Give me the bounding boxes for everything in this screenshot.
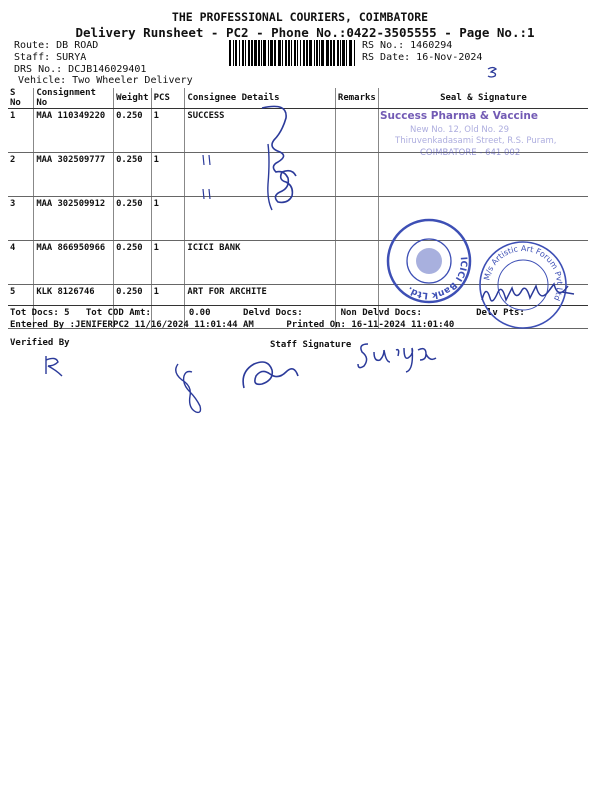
art-forum-signature-scrawl	[478, 280, 578, 310]
cell-consignee: ICICI BANK	[185, 241, 336, 285]
cell-remarks	[335, 109, 378, 153]
company-title: THE PROFESSIONAL COURIERS, COIMBATORE	[171, 10, 429, 24]
tot-cod-amount: 0.00	[188, 308, 211, 318]
handwritten-ditto-row3	[200, 187, 214, 201]
cell-sno: 1	[8, 109, 34, 153]
cell-pcs: 1	[151, 197, 185, 241]
col-header-weight: Weight	[114, 88, 152, 109]
cell-sno: 5	[8, 285, 34, 329]
staff-signature-label: Staff Signature	[270, 340, 352, 350]
col-header-remarks: Remarks	[335, 88, 378, 109]
consignee-signature-scrawl	[248, 100, 308, 215]
cell-seal	[378, 153, 588, 197]
cell-weight: 0.250	[114, 241, 152, 285]
drs-number: DRS No.: DCJB146029401	[14, 64, 147, 75]
icici-bank-seal-icon	[386, 218, 472, 304]
cell-pcs: 1	[151, 241, 185, 285]
vehicle-label: Vehicle: Two Wheeler Delivery	[18, 75, 193, 86]
col-header-pcs: PCS	[151, 88, 185, 109]
cell-pcs: 1	[151, 285, 185, 329]
delv-pts: Delv Pts:	[476, 308, 525, 318]
cell-sno: 4	[8, 241, 34, 285]
cell-consignment: MAA 866950966	[34, 241, 114, 285]
cell-remarks	[335, 197, 378, 241]
rs-number: RS No.: 1460294	[362, 40, 453, 51]
col-header-consignment: Consignment No	[34, 88, 114, 109]
tot-cod-label: Tot COD Amt:	[85, 308, 151, 318]
cell-remarks	[335, 241, 378, 285]
barcode-icon	[229, 40, 355, 66]
cell-sno: 3	[8, 197, 34, 241]
runsheet-title: Delivery Runsheet - PC2 - Phone No.:0422-3505555 - Page No.:1	[75, 25, 535, 40]
col-header-consignee: Consignee Details	[185, 88, 336, 109]
route-label: Route: DB ROAD	[14, 40, 99, 51]
cell-consignment: KLK 8126746	[34, 285, 114, 329]
cell-pcs: 1	[151, 153, 185, 197]
verified-by-label: Verified By	[10, 338, 70, 348]
cell-consignment: MAA 302509777	[34, 153, 114, 197]
svg-text:ICICI Bank Ltd.: ICICI Bank Ltd.	[405, 256, 469, 301]
cell-weight: 0.250	[114, 197, 152, 241]
verifier-initial-scrawl	[40, 352, 70, 378]
handwritten-mark	[486, 66, 500, 78]
delvd-docs: Delvd Docs:	[243, 308, 303, 318]
success-stamp-title: Success Pharma & Vaccine	[380, 110, 538, 122]
success-stamp-line3: Thiruvenkadasami Street, R.S. Puram,	[395, 136, 557, 146]
non-delvd-docs: Non Delvd Docs:	[340, 308, 422, 318]
success-stamp-line4: COIMBATORE - 641 002	[420, 148, 521, 158]
staff-label: Staff: SURYA	[14, 52, 87, 63]
rs-date: RS Date: 16-Nov-2024	[362, 52, 483, 63]
cell-remarks	[335, 153, 378, 197]
printed-on: Printed On: 16-11-2024 11:01:40	[286, 320, 455, 330]
entered-by: Entered By :JENIFERPC2 11/16/2024 11:01:44 AM	[10, 320, 254, 330]
cell-weight: 0.250	[114, 285, 152, 329]
cell-consignment: MAA 302509912	[34, 197, 114, 241]
cell-consignee: ART FOR ARCHITE	[185, 285, 336, 329]
staff-signature-surya	[356, 338, 446, 374]
cell-weight: 0.250	[114, 153, 152, 197]
handwritten-ditto-row2	[200, 153, 214, 167]
cell-weight: 0.250	[114, 109, 152, 153]
totals-line	[10, 308, 525, 318]
success-stamp-line2: New No. 12, Old No. 29	[410, 125, 510, 135]
entered-line	[10, 320, 454, 330]
col-header-seal: Seal & Signature	[378, 88, 588, 109]
verifier-signature-scrawl	[168, 362, 212, 416]
cell-consignee: SUCCESS	[185, 109, 336, 153]
cell-consignment: MAA 110349220	[34, 109, 114, 153]
tot-docs: Tot Docs: 5	[10, 308, 70, 318]
svg-text:M/s Artistic Art Forum Pvt Ltd: M/s Artistic Art Forum Pvt Ltd	[482, 243, 565, 303]
cell-pcs: 1	[151, 109, 185, 153]
cell-sno: 2	[8, 153, 34, 197]
staff-signature-loop	[238, 356, 308, 396]
col-header-sno: S No	[8, 88, 34, 109]
